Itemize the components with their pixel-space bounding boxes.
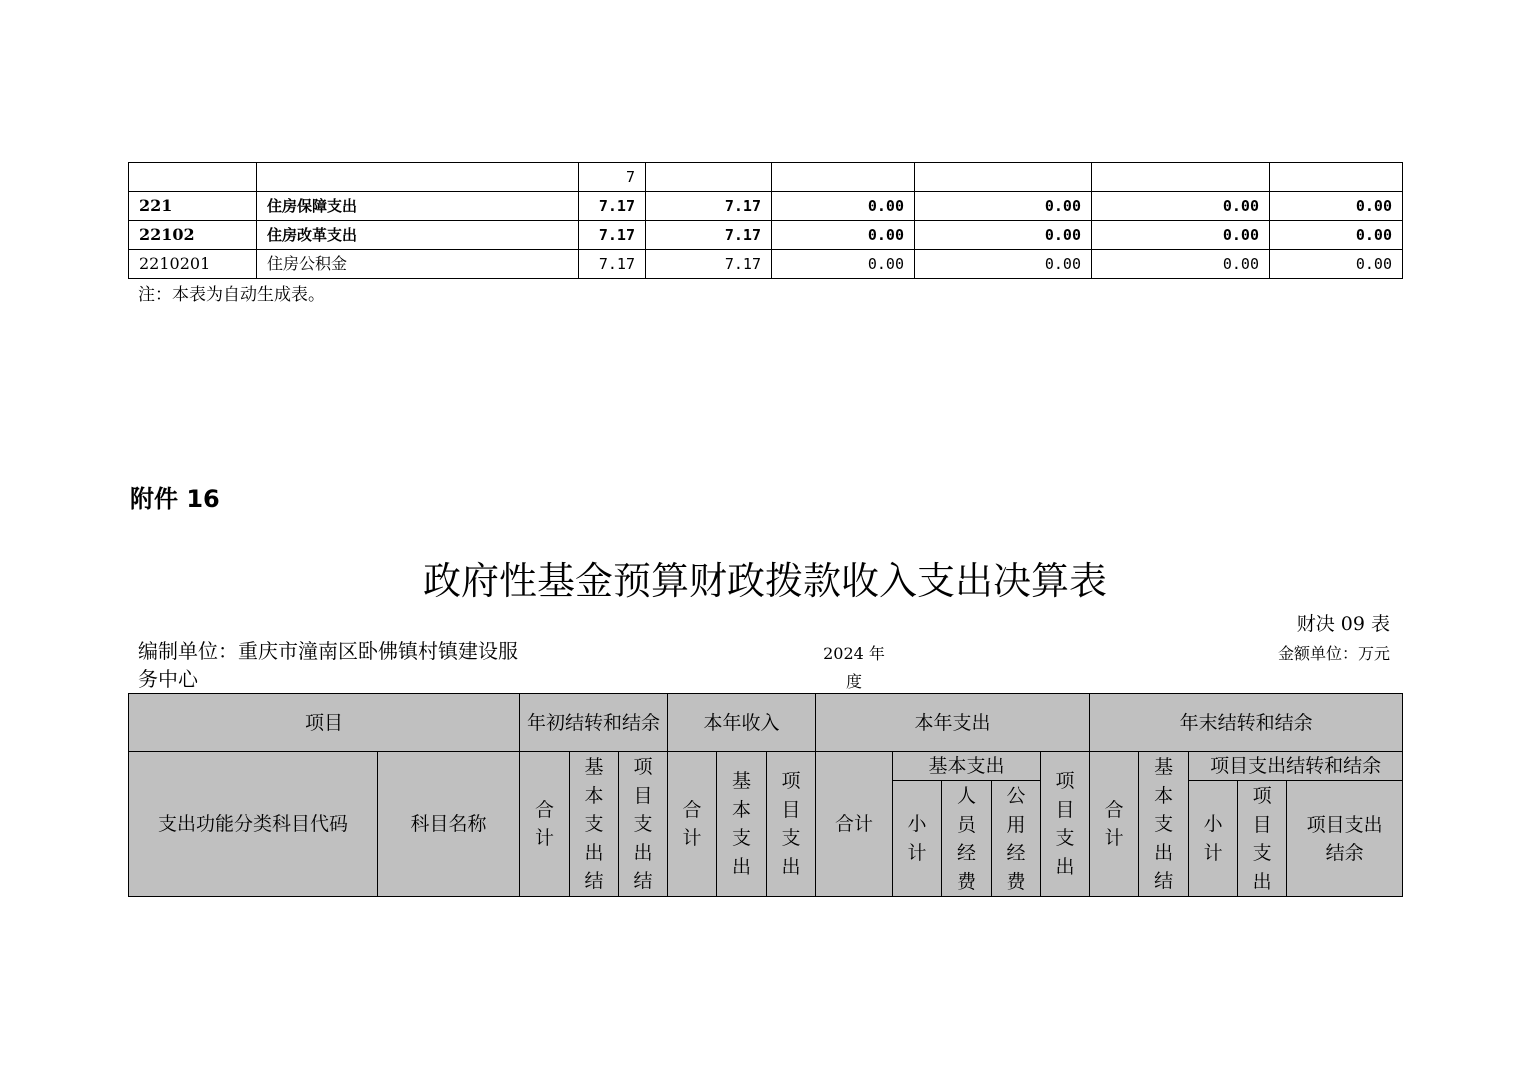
- header-cb-subtotal: 小 计: [1189, 781, 1238, 897]
- cell-value: [646, 163, 772, 192]
- page-title: 政府性基金预算财政拨款收入支出决算表: [422, 559, 1107, 603]
- header-project: 项目: [129, 694, 520, 752]
- cell-value: 7.17: [646, 221, 772, 250]
- cell-value: 0.00: [1270, 250, 1403, 279]
- cell-name: [257, 163, 579, 192]
- cell-value: 7.17: [579, 250, 646, 279]
- attachment-label: 附件 16: [130, 485, 220, 513]
- fiscal-year: 2024 年度: [823, 644, 885, 691]
- cell-value: [772, 163, 915, 192]
- header-name: 科目名称: [378, 752, 520, 897]
- table-row: [129, 163, 1403, 192]
- header-ob-total: 合 计: [520, 752, 570, 897]
- cell-name: 住房改革支出: [257, 221, 579, 250]
- header-ex-personnel: 人 员 经 费: [942, 781, 992, 897]
- cell-value: 7.17: [646, 250, 772, 279]
- header-cb-project-group: 项目支出结转和结余: [1189, 752, 1403, 781]
- header-cb-project-balance: 项目支出结余: [1287, 781, 1403, 897]
- cell-value: 0.00: [915, 250, 1092, 279]
- cell-code: [129, 163, 257, 192]
- cell-value: 0.00: [1092, 221, 1270, 250]
- table-row: [129, 221, 1403, 250]
- table-note: 注：本表为自动生成表。: [138, 285, 325, 305]
- cell-code: 2210201: [129, 250, 257, 279]
- header-in-project: 项 目 支 出: [767, 752, 816, 897]
- cell-value: 0.00: [1092, 250, 1270, 279]
- cell-value: 0.00: [915, 192, 1092, 221]
- cell-value: 7.17: [646, 192, 772, 221]
- table-row: [129, 250, 1403, 279]
- cell-value: 0.00: [1270, 221, 1403, 250]
- header-income: 本年收入: [668, 694, 816, 752]
- header-cb-project: 项 目 支 出: [1238, 781, 1287, 897]
- cell-value: 0.00: [1270, 192, 1403, 221]
- header-ex-subtotal: 小 计: [893, 781, 942, 897]
- cell-value: [915, 163, 1092, 192]
- cell-value: 0.00: [772, 192, 915, 221]
- cell-value: 0.00: [1092, 192, 1270, 221]
- header-cb-basic: 基 本 支 出 结: [1139, 752, 1189, 897]
- cell-value: [1092, 163, 1270, 192]
- header-in-total: 合 计: [668, 752, 717, 897]
- continuation-table: [128, 162, 1403, 279]
- header-cb-total: 合 计: [1090, 752, 1139, 897]
- header-ex-basic: 基本支出: [893, 752, 1041, 781]
- cell-code: 221: [129, 192, 257, 221]
- cell-value: 7: [579, 163, 646, 192]
- cell-name: 住房公积金: [257, 250, 579, 279]
- header-opening-balance: 年初结转和结余: [520, 694, 668, 752]
- header-expense: 本年支出: [816, 694, 1090, 752]
- cell-value: 0.00: [915, 221, 1092, 250]
- header-closing-balance: 年末结转和结余: [1090, 694, 1403, 752]
- header-ex-public: 公 用 经 费: [992, 781, 1041, 897]
- cell-value: 7.17: [579, 192, 646, 221]
- cell-value: [1270, 163, 1403, 192]
- header-ob-project: 项 目 支 出 结: [619, 752, 668, 897]
- cell-value: 7.17: [579, 221, 646, 250]
- cell-value: 0.00: [772, 250, 915, 279]
- cell-name: 住房保障支出: [257, 192, 579, 221]
- header-ob-basic: 基 本 支 出 结: [570, 752, 619, 897]
- header-in-basic: 基 本 支 出: [717, 752, 767, 897]
- budget-header-table: [128, 693, 1403, 897]
- header-ex-total: 合计: [816, 752, 893, 897]
- header-ex-project: 项 目 支 出: [1041, 752, 1090, 897]
- amount-unit: 金额单位：万元: [1277, 644, 1390, 663]
- cell-value: 0.00: [772, 221, 915, 250]
- form-number: 财决 09 表: [1296, 613, 1390, 635]
- cell-code: 22102: [129, 221, 257, 250]
- compiling-unit: 编制单位：重庆市潼南区卧佛镇村镇建设服务中心: [138, 639, 518, 691]
- header-code: 支出功能分类科目代码: [129, 752, 378, 897]
- table-row: [129, 192, 1403, 221]
